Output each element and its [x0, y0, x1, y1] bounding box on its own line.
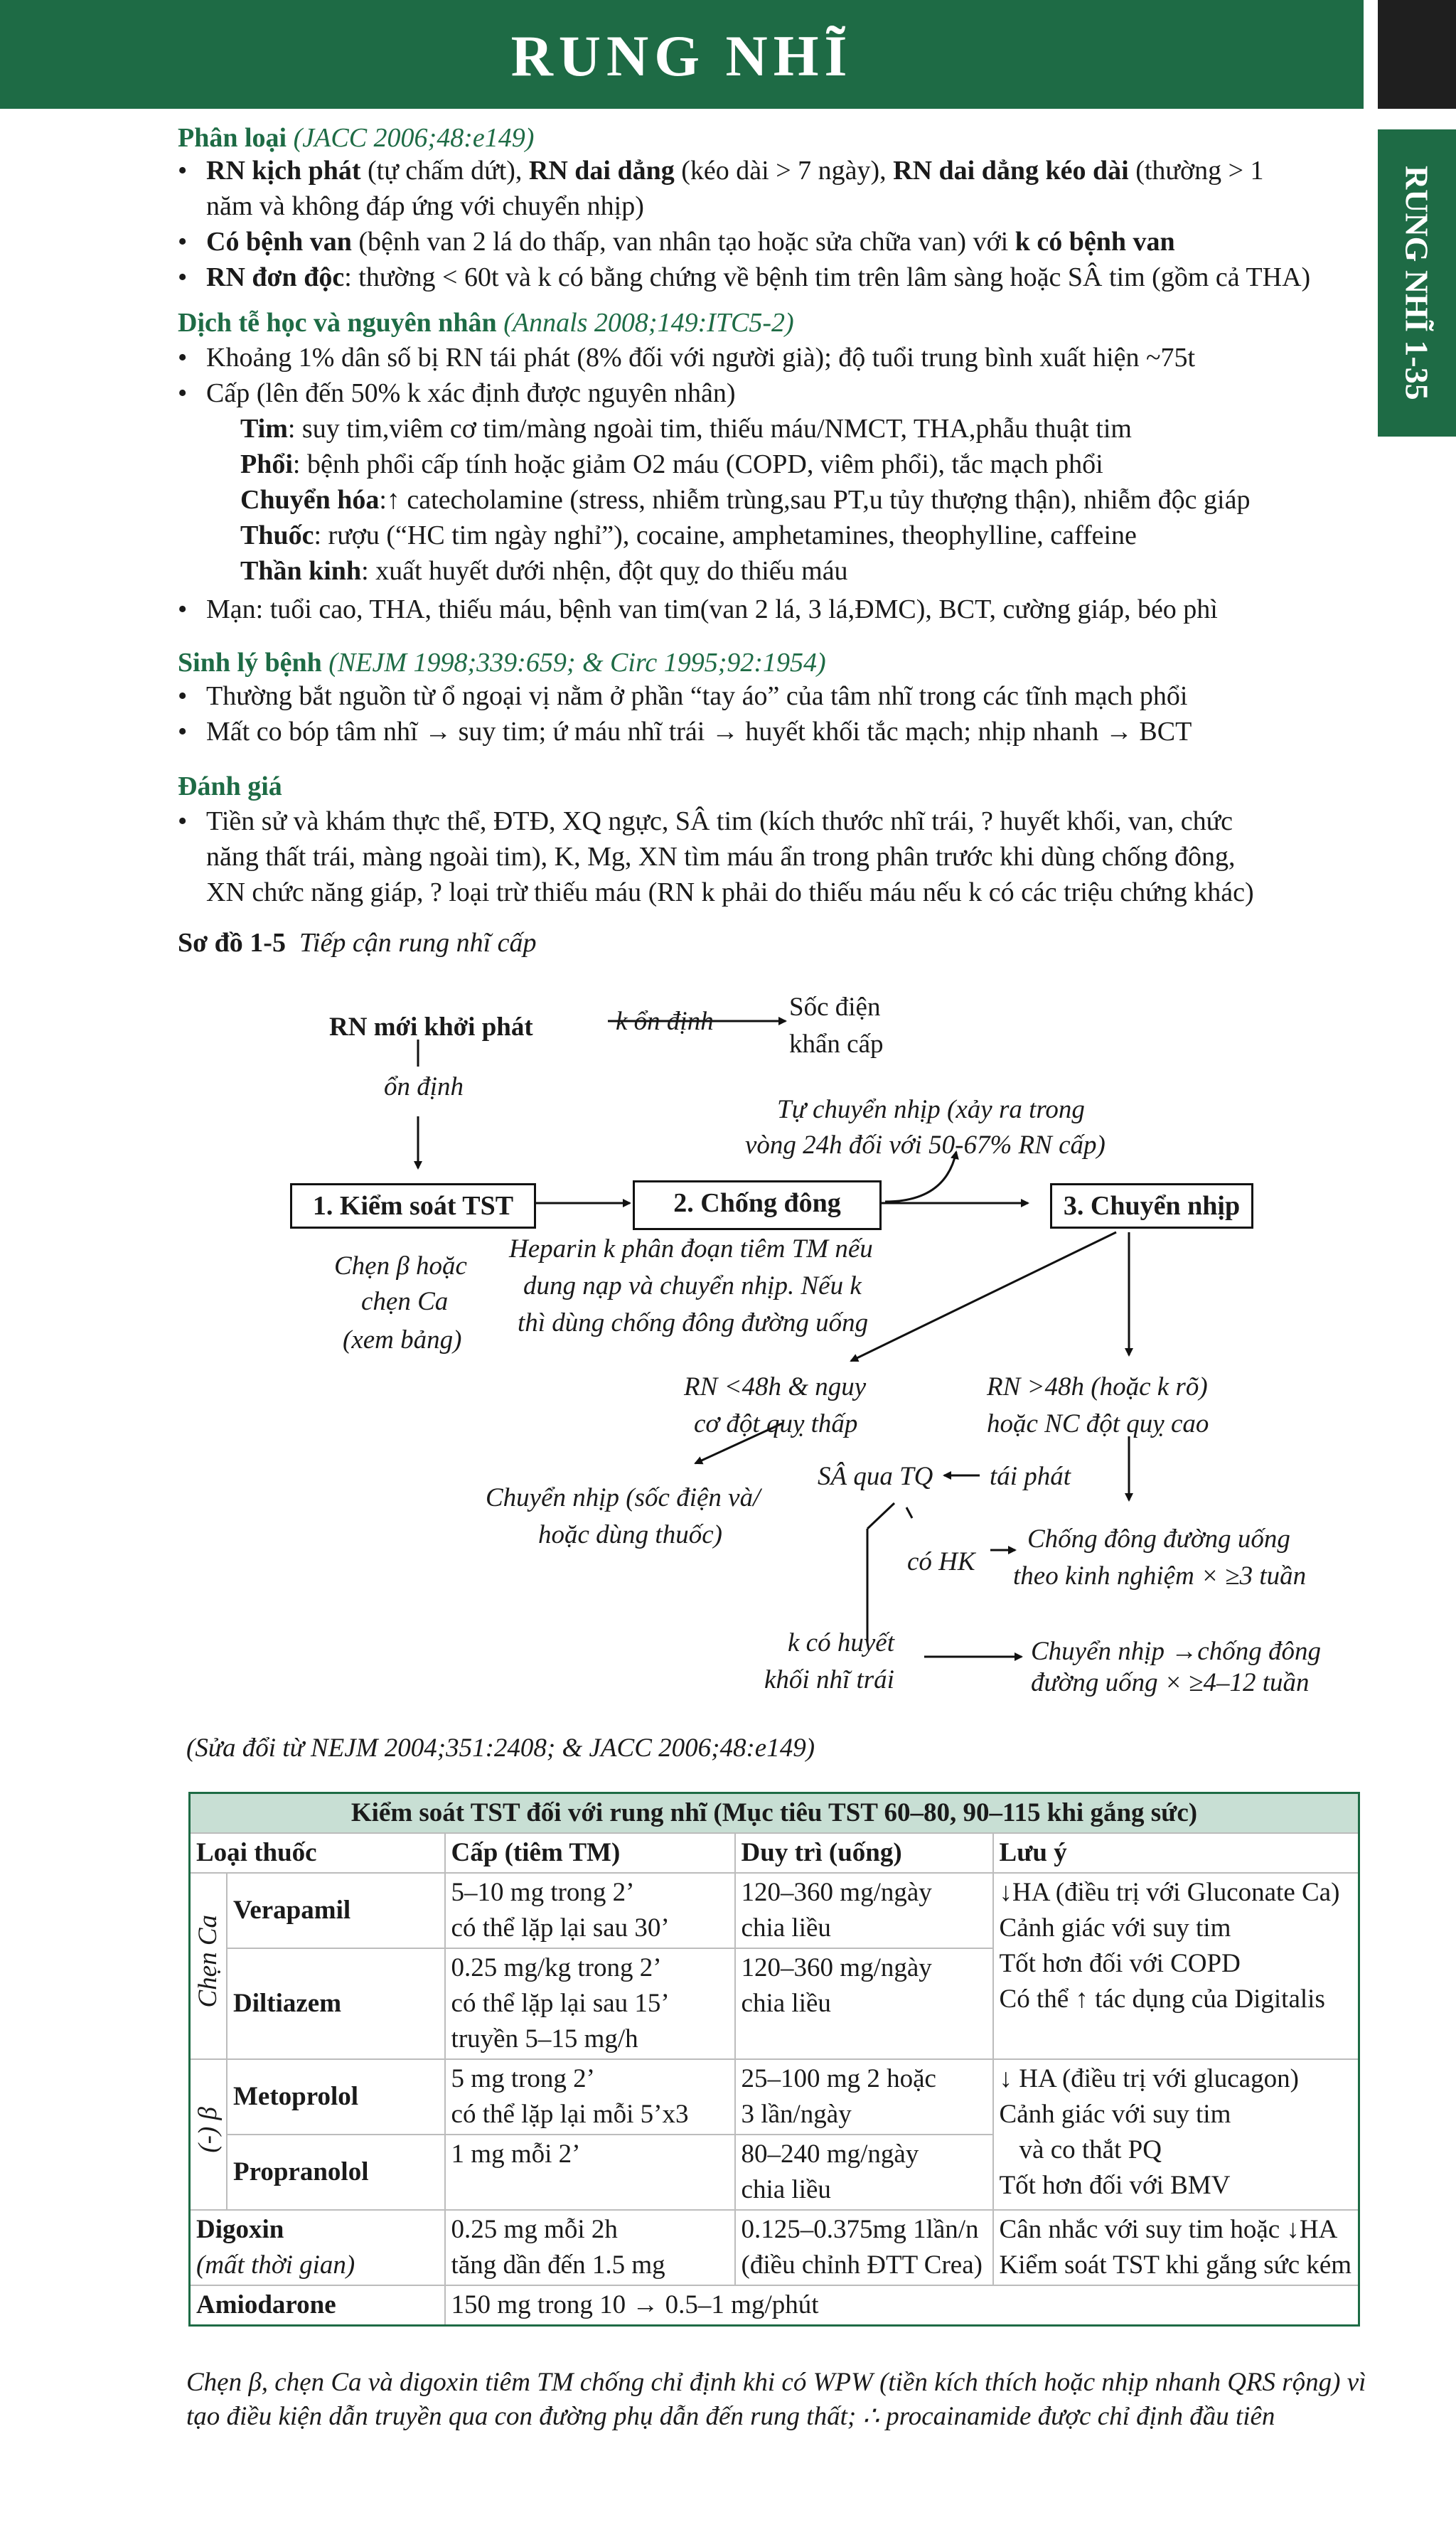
- cause-drugs: Thuốc: rượu (“HC tim ngày nghỉ”), cocaine, amphetamines, theophylline, caffeine: [240, 520, 1137, 550]
- digoxin-acute: 0.25 mg mỗi 2h tăng dần đến 1.5 mg: [445, 2210, 735, 2285]
- propranolol-acute: 1 mg mỗi 2’: [445, 2135, 735, 2210]
- digoxin-notes: Cân nhắc với suy tim hoặc ↓HA Kiểm soát TST khi gắng sức kém: [993, 2210, 1359, 2285]
- flow-heparin-2: dung nạp và chuyển nhịp. Nếu k: [523, 1271, 862, 1300]
- flow-lt48h-2: cơ đột quỵ thấp: [694, 1409, 858, 1438]
- flow-thrombus: có HK: [907, 1547, 975, 1576]
- cause-metabolic: Chuyển hóa:↑ catecholamine (stress, nhiễm trùng,sau PT,u tủy thượng thận), nhiễm độc giáp: [240, 485, 1251, 515]
- cause-heart: Tim: suy tim,viêm cơ tim/màng ngoài tim, thiếu máu/NMCT, THA,phẫu thuật tim: [240, 414, 1132, 444]
- table-header-maintenance: Duy trì (uống): [735, 1833, 993, 1873]
- flow-blockers-3: (xem bảng): [343, 1325, 462, 1355]
- drug-propranolol: Propranolol: [227, 2135, 445, 2210]
- section-heading-pathophysiology: Sinh lý bệnh (NEJM 1998;339:659; & Circ 1995;92:1954): [178, 648, 826, 678]
- cause-neuro: Thần kinh: xuất huyết dưới nhện, đột quỵ do thiếu máu: [240, 556, 848, 586]
- rate-control-table: [188, 1792, 1360, 2327]
- epidemiology-line-2: Cấp (lên đến 50% k xác định được nguyên nhân): [206, 378, 736, 408]
- amiodarone-dosing: 150 mg trong 10 → 0.5–1 mg/phút: [445, 2285, 1359, 2326]
- flow-final-1: Chuyển nhịp →chống đông: [1031, 1637, 1321, 1666]
- flow-convert-1: Chuyển nhịp (sốc điện và/: [486, 1483, 761, 1512]
- table-title: Kiểm soát TST đối với rung nhĩ (Mục tiêu TST 60–80, 90–115 khi gắng sức): [190, 1793, 1359, 1834]
- flow-anticoag-2: theo kinh nghiệm × ≥3 tuần: [1013, 1561, 1307, 1591]
- flow-heparin-3: thì dùng chống đông đường uống: [518, 1308, 869, 1337]
- flow-blockers-2: chẹn Ca: [361, 1287, 449, 1316]
- flow-gt48h-2: hoặc NC đột quỵ cao: [987, 1409, 1209, 1438]
- page-title: RUNG NHĨ: [510, 23, 853, 88]
- flow-no-thrombus-1: k có huyết: [788, 1628, 894, 1657]
- bullet: •: [178, 806, 188, 836]
- bullet: •: [178, 262, 188, 292]
- section-heading-classification: Phân loại (JACC 2006;48:e149): [178, 123, 535, 153]
- classification-line-2: Có bệnh van (bệnh van 2 lá do thấp, van nhân tạo hoặc sửa chữa van) với k có bệnh van: [206, 227, 1175, 257]
- evaluation-line-1: Tiền sử và khám thực thể, ĐTĐ, XQ ngực, SÂ tim (kích thước nhĩ trái, ? huyết khối, van, chức: [206, 806, 1233, 836]
- pathophysiology-line-2: Mất co bóp tâm nhĩ → suy tim; ứ máu nhĩ trái → huyết khối tắc mạch; nhịp nhanh → BCT: [206, 717, 1192, 747]
- flow-shock-1: Sốc điện: [789, 993, 881, 1022]
- classification-line-3: RN đơn độc: thường < 60t và k có bằng chứng về bệnh tim trên lâm sàng hoặc SÂ tim (gồm cả THA): [206, 262, 1311, 292]
- flow-recurrence: tái phát: [990, 1462, 1071, 1491]
- flow-no-thrombus-2: khối nhĩ trái: [764, 1665, 894, 1694]
- bullet: •: [178, 156, 188, 186]
- bullet: •: [178, 227, 188, 257]
- verapamil-maintenance: 120–360 mg/ngày chia liều: [735, 1873, 993, 1948]
- flow-box-cardioversion: 3. Chuyển nhịp: [1050, 1183, 1253, 1229]
- flow-convert-2: hoặc dùng thuốc): [538, 1520, 722, 1549]
- figure-caption: Sơ đồ 1-5 Tiếp cận rung nhĩ cấp: [178, 928, 537, 958]
- footnote: Chẹn β, chẹn Ca và digoxin tiêm TM chống chỉ định khi có WPW (tiền kích thích hoặc nhịp nhanh QRS rộng) vì tạo điều kiện dẫn truyền qua con đường phụ dẫn đến rung thất; ∴ procainamide được chỉ định đầu tiên: [186, 2368, 1366, 2431]
- flow-new-onset-af: RN mới khởi phát: [329, 1013, 533, 1042]
- flow-shock-2: khẩn cấp: [789, 1030, 884, 1059]
- pathophysiology-line-1: Thường bắt nguồn từ ổ ngoại vị nằm ở phần “tay áo” của tâm nhĩ trong các tĩnh mạch phổi: [206, 681, 1188, 711]
- flow-heparin-1: Heparin k phân đoạn tiêm TM nếu: [509, 1234, 873, 1264]
- flow-blockers-1: Chẹn β hoặc: [334, 1251, 467, 1281]
- diltiazem-acute: 0.25 mg/kg trong 2’ có thể lặp lại sau 15’ truyền 5–15 mg/h: [445, 1948, 735, 2059]
- class-ca-blocker: Chẹn Ca: [190, 1873, 228, 2059]
- flow-unstable: k ổn định: [616, 1007, 714, 1036]
- drug-digoxin: Digoxin (mất thời gian): [190, 2210, 445, 2285]
- table-header-acute: Cấp (tiêm TM): [445, 1833, 735, 1873]
- epidemiology-line-1: Khoảng 1% dân số bị RN tái phát (8% đối với người già); độ tuổi trung bình xuất hiện ~75t: [206, 343, 1196, 373]
- flow-box-anticoag: 2. Chống đông: [633, 1180, 882, 1230]
- flow-spontaneous-1: Tự chuyển nhịp (xảy ra trong: [777, 1095, 1085, 1124]
- epidemiology-line-chronic: Mạn: tuổi cao, THA, thiếu máu, bệnh van tim(van 2 lá, 3 lá,ĐMC), BCT, cường giáp, béo phì: [206, 594, 1218, 624]
- metoprolol-maintenance: 25–100 mg 2 hoặc 3 lần/ngày: [735, 2059, 993, 2135]
- metoprolol-acute: 5 mg trong 2’ có thể lặp lại mỗi 5’x3: [445, 2059, 735, 2135]
- classification-line-1-cont: năm và không đáp ứng với chuyển nhịp): [206, 191, 644, 221]
- bullet: •: [178, 594, 188, 624]
- diltiazem-maintenance: 120–360 mg/ngày chia liều: [735, 1948, 993, 2059]
- beta-blocker-notes: ↓ HA (điều trị với glucagon) Cảnh giác với suy tim và co thắt PQ Tốt hơn đối với BMV: [993, 2059, 1359, 2210]
- drug-verapamil: Verapamil: [227, 1873, 445, 1948]
- side-tab-label: RUNG NHĨ 1-35: [1398, 166, 1435, 400]
- flow-box-rate-control: 1. Kiểm soát TST: [290, 1183, 536, 1229]
- verapamil-acute: 5–10 mg trong 2’ có thể lặp lại sau 30’: [445, 1873, 735, 1948]
- flow-anticoag-1: Chống đông đường uống: [1027, 1524, 1290, 1554]
- cause-lung: Phổi: bệnh phổi cấp tính hoặc giảm O2 máu (COPD, viêm phổi), tắc mạch phổi: [240, 449, 1103, 479]
- bullet: •: [178, 681, 188, 711]
- table-header-notes: Lưu ý: [993, 1833, 1359, 1873]
- bullet: •: [178, 717, 188, 747]
- flow-tee: SÂ qua TQ: [818, 1462, 933, 1491]
- bullet: •: [178, 343, 188, 373]
- flow-spontaneous-2: vòng 24h đối với 50-67% RN cấp): [745, 1131, 1106, 1160]
- figure-source-note: (Sửa đổi từ NEJM 2004;351:2408; & JACC 2006;48:e149): [186, 1734, 815, 1763]
- classification-line-1: RN kịch phát (tự chấm dứt), RN dai dẳng (kéo dài > 7 ngày), RN dai dẳng kéo dài (thường > 1: [206, 156, 1264, 186]
- drug-amiodarone: Amiodarone: [190, 2285, 445, 2326]
- flow-lt48h-1: RN <48h & nguy: [684, 1372, 867, 1401]
- flow-gt48h-1: RN >48h (hoặc k rõ): [987, 1372, 1208, 1401]
- drug-diltiazem: Diltiazem: [227, 1948, 445, 2059]
- propranolol-maintenance: 80–240 mg/ngày chia liều: [735, 2135, 993, 2210]
- class-beta-blocker: (-) β: [190, 2059, 228, 2210]
- evaluation-line-3: XN chức năng giáp, ? loại trừ thiếu máu (RN k phải do thiếu máu nếu k có các triệu chứng khác): [206, 877, 1254, 907]
- flow-final-2: đường uống × ≥4–12 tuần: [1031, 1668, 1310, 1697]
- drug-metoprolol: Metoprolol: [227, 2059, 445, 2135]
- section-heading-evaluation: Đánh giá: [178, 771, 282, 801]
- section-heading-epidemiology: Dịch tễ học và nguyên nhân (Annals 2008;149:ITC5-2): [178, 308, 794, 338]
- bullet: •: [178, 378, 188, 408]
- evaluation-line-2: năng thất trái, màng ngoài tim), K, Mg, XN tìm máu ẩn trong phân trước khi dùng chống đông,: [206, 842, 1236, 872]
- digoxin-maintenance: 0.125–0.375mg 1lần/n (điều chỉnh ĐTT Crea): [735, 2210, 993, 2285]
- table-header-drug: Loại thuốc: [190, 1833, 445, 1873]
- ca-blocker-notes: ↓HA (điều trị với Gluconate Ca) Cảnh giác với suy tim Tốt hơn đối với COPD Có thể ↑ tác dụng của Digitalis: [993, 1873, 1359, 2059]
- flow-stable: ổn định: [384, 1072, 464, 1101]
